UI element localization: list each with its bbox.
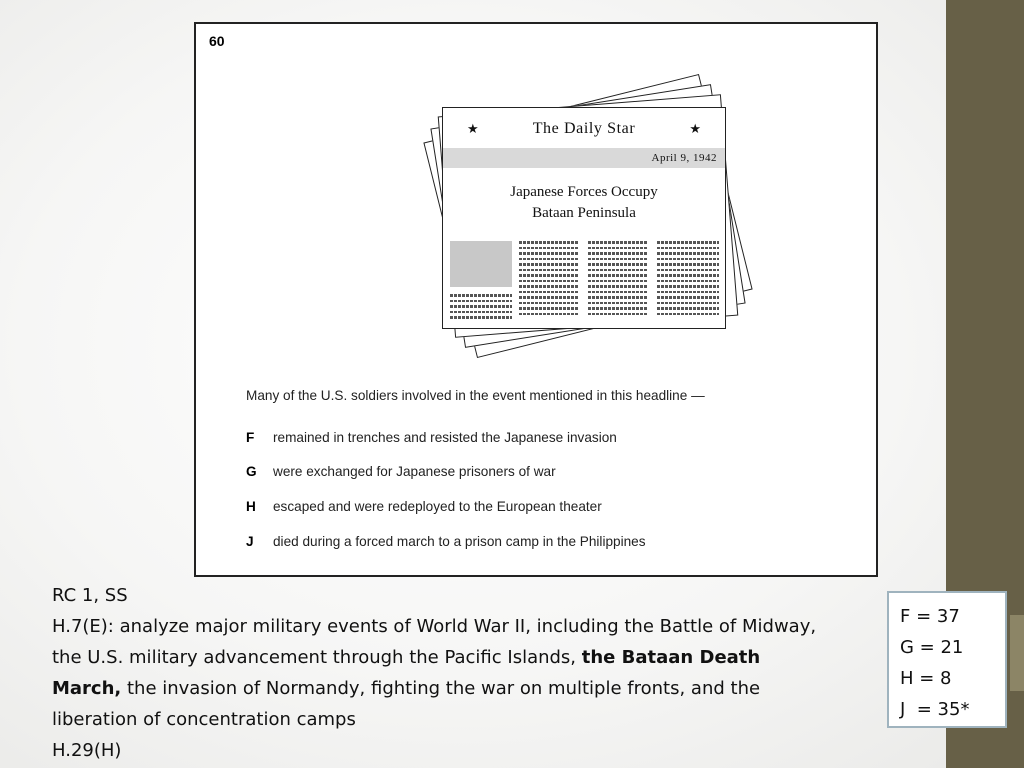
option-letter: F [246,430,255,445]
newspaper-text-line [588,252,648,255]
response-results-box [887,591,1007,728]
star-icon: ★ [467,121,479,136]
newspaper-text-line [519,296,579,299]
newspaper-text-line [450,305,512,308]
newspaper-text-line [657,263,719,266]
newspaper-text-line [519,280,579,283]
newspaper-text-line [657,280,719,283]
newspaper-text-line [519,285,579,288]
newspaper-text-line [588,307,648,310]
newspaper-text-line [588,280,648,283]
result-g: G = 21 [900,637,964,658]
option-letter: J [246,534,254,549]
newspaper-text-line [588,302,648,305]
newspaper-text-line [588,274,648,277]
option-text: died during a forced march to a prison camp in the Philippines [273,534,646,549]
standard-h7e [52,611,827,735]
newspaper-headline [443,182,725,224]
star-icon: ★ [689,121,701,136]
result-f: F = 37 [900,606,960,627]
newspaper-text-line [588,296,648,299]
newspaper-text-line [657,285,719,288]
newspaper-text-line [519,307,579,310]
newspaper-text-line [450,311,512,314]
newspaper-text-line [588,291,648,294]
newspaper-text-line [519,313,579,316]
newspaper-text-line [657,252,719,255]
newspaper-text-line [588,269,648,272]
newspaper-title: The Daily Star [532,120,636,137]
newspaper-text-line [657,307,719,310]
newspaper-text-line [519,252,579,255]
newspaper-text-line [657,296,719,299]
newspaper-text-line [588,313,648,316]
standard-secondary: H.29(H) [52,740,122,761]
newspaper-photo-placeholder [450,241,512,287]
standard-text-before: analyze major military events of World War II, including the Battle of Midway, the U.S. military advancement through the Pacific Islands, [52,616,817,668]
newspaper-text-line [657,258,719,261]
newspaper-text-line [657,241,719,244]
newspaper-text-line [657,291,719,294]
standard-highlight: the Bataan Death March, [52,647,761,699]
option-text: were exchanged for Japanese prisoners of war [273,464,556,479]
newspaper-text-line [657,274,719,277]
standard-code: H.7(E): [52,616,114,637]
headline-line: Japanese Forces Occupy [510,184,658,200]
option-letter: H [246,499,256,514]
question-number: 60 [209,33,225,49]
answer-option-g [246,464,556,479]
newspaper-text-line [657,313,719,316]
newspaper-text-line [657,269,719,272]
headline-line: Bataan Peninsula [532,205,636,221]
answer-option-h [246,499,602,514]
result-j: J = 35* [900,699,970,720]
newspaper-text-line [588,241,648,244]
newspaper-text-line [450,300,512,303]
newspaper-text-line [588,258,648,261]
newspaper-date: April 9, 1942 [651,152,717,164]
newspaper-text-line [519,263,579,266]
newspaper-text-line [519,241,579,244]
answer-option-j [246,534,646,549]
question-panel [194,22,878,577]
newspaper-text-line [588,285,648,288]
standard-description [52,580,827,766]
newspaper-illustration [426,74,746,374]
newspaper-text-line [657,247,719,250]
newspaper-text-line [450,316,512,319]
option-text: remained in trenches and resisted the Japanese invasion [273,430,617,445]
question-stem: Many of the U.S. soldiers involved in the event mentioned in this headline — [246,388,705,403]
newspaper-date-band [443,148,725,168]
newspaper-text-line [450,294,512,297]
option-letter: G [246,464,257,479]
newspaper-text-line [588,247,648,250]
option-text: escaped and were redeployed to the European theater [273,499,602,514]
newspaper-text-line [588,263,648,266]
newspaper-text-line [519,302,579,305]
newspaper-text-line [519,247,579,250]
standard-text-after: the invasion of Normandy, fighting the war on multiple fronts, and the liberation of concentration camps [52,678,761,730]
answer-option-f [246,430,617,445]
newspaper-text-line [519,258,579,261]
newspaper-text-line [519,269,579,272]
newspaper-text-line [519,291,579,294]
newspaper-text-line [657,302,719,305]
newspaper-front-page [442,107,726,329]
standard-category: RC 1, SS [52,585,128,606]
sidebar-accent-strip [1010,615,1024,691]
result-h: H = 8 [900,668,952,689]
newspaper-text-line [519,274,579,277]
